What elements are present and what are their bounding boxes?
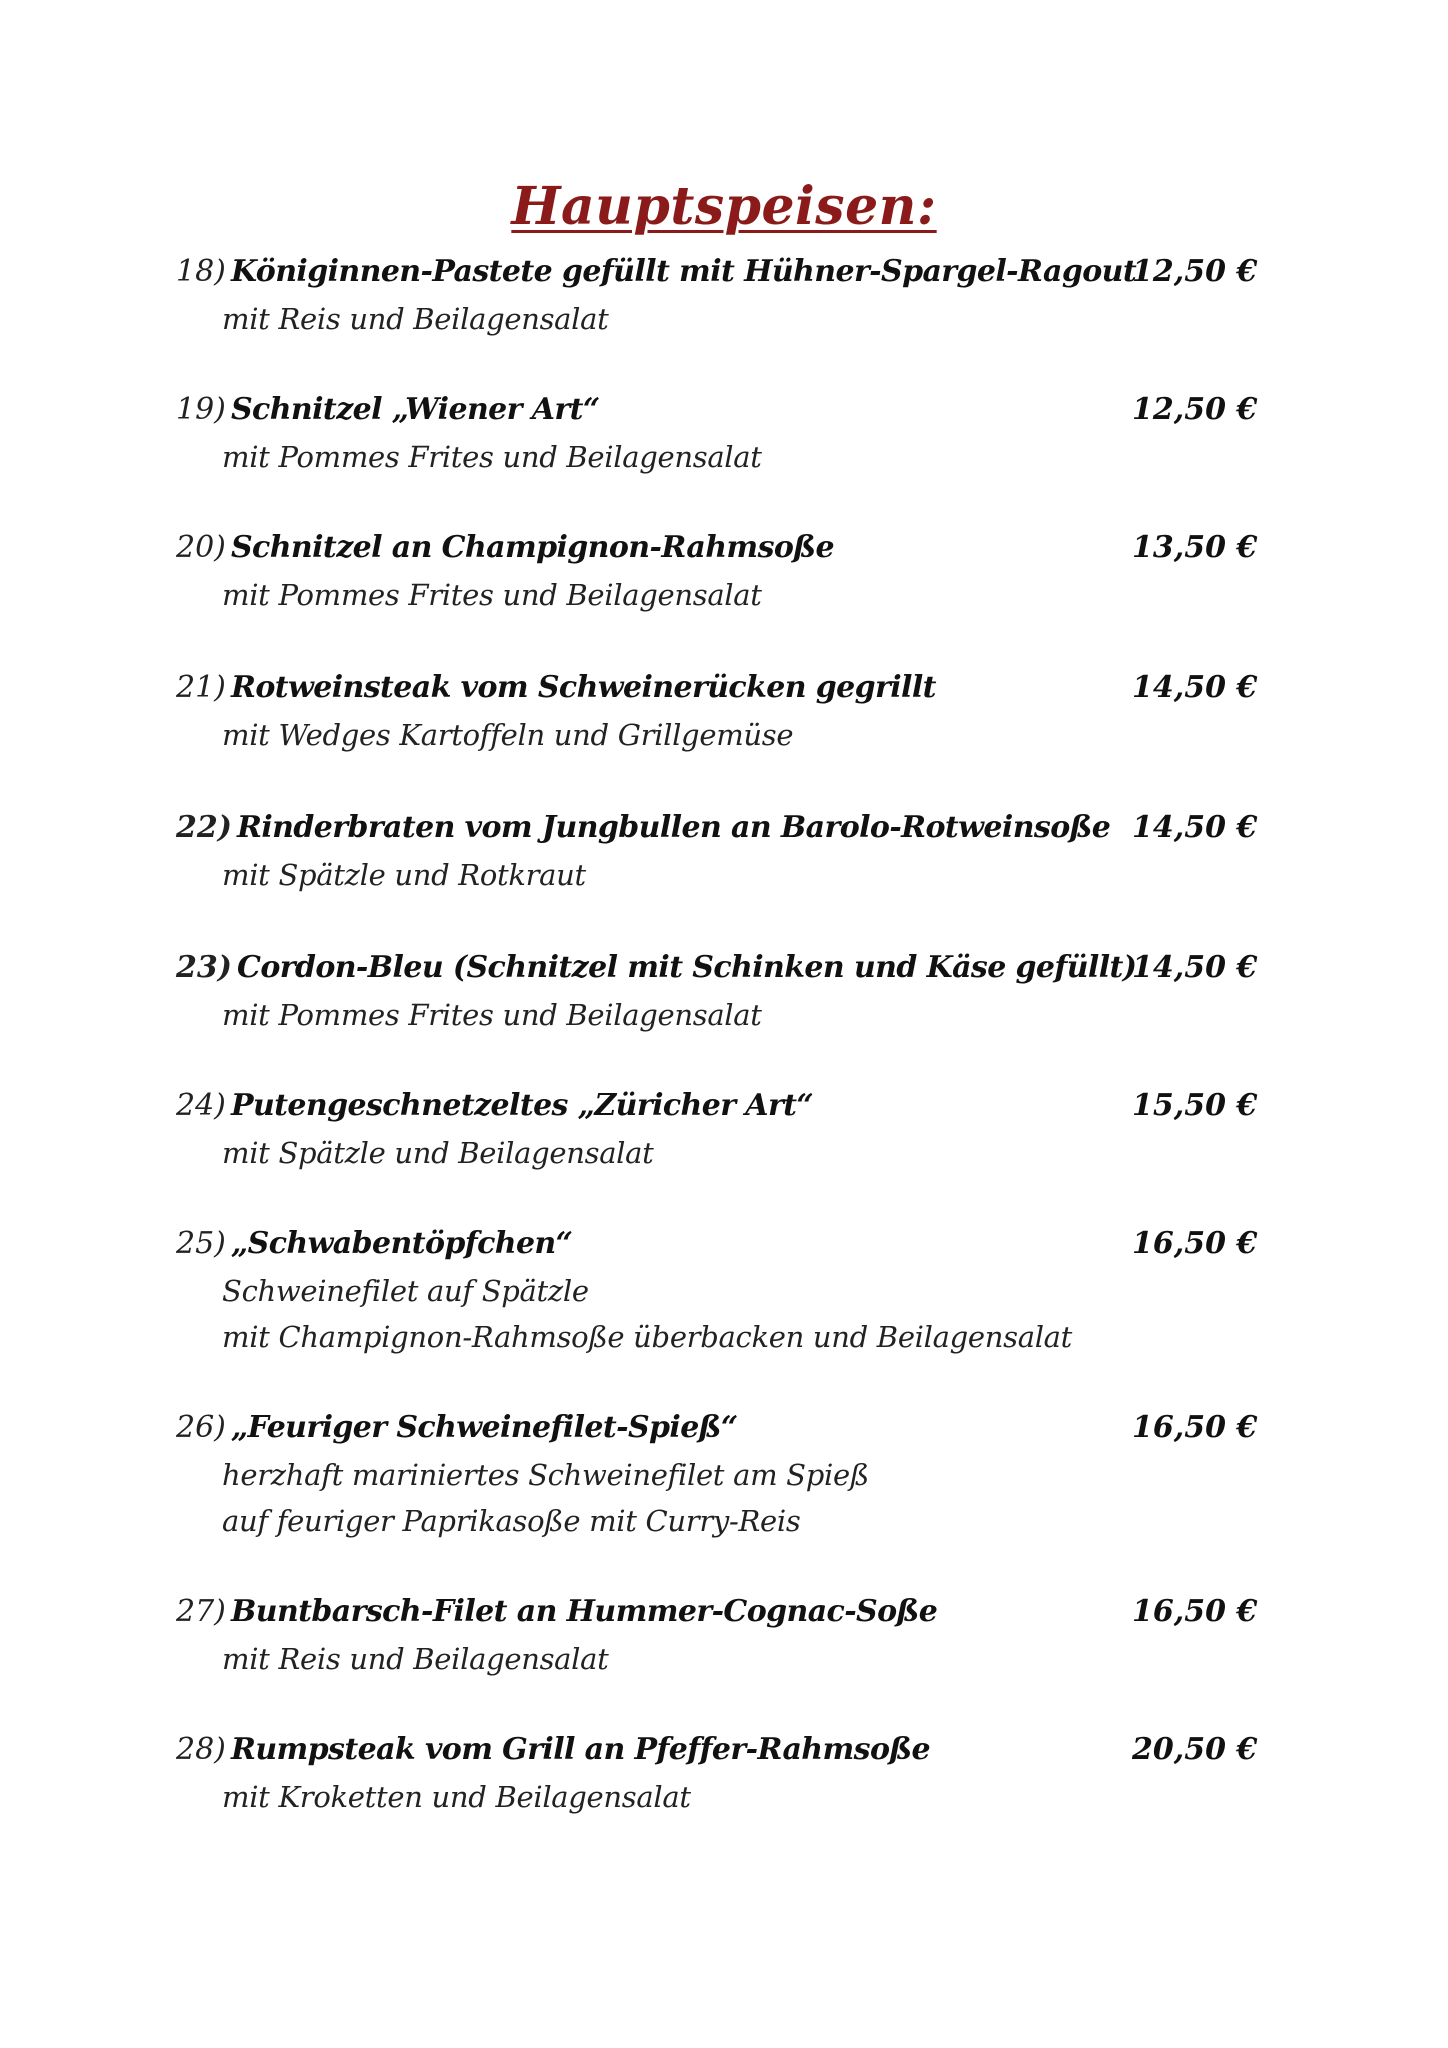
menu-item-26 [176, 1404, 1258, 1588]
item-number: 19) [176, 392, 226, 427]
item-number: 26) [176, 1410, 226, 1445]
item-name: Rumpsteak vom Grill an Pfeffer-Rahmsoße [230, 1732, 931, 1767]
menu-item-21 [176, 664, 1258, 804]
item-name: Königinnen-Pastete gefüllt mit Hühner-Spargel-Ragout [230, 254, 1137, 289]
item-number: 24) [176, 1088, 226, 1123]
page-title: Hauptspeisen: [511, 176, 937, 237]
item-name: Putengeschnetzeltes „Züricher Art“ [230, 1088, 814, 1123]
item-price: 12,50 € [1132, 392, 1258, 427]
item-name: Buntbarsch-Filet an Hummer-Cognac-Soße [230, 1594, 938, 1629]
item-price: 15,50 € [1132, 1088, 1258, 1123]
menu-item-header [176, 248, 1258, 296]
item-price: 16,50 € [1132, 1594, 1258, 1629]
menu-item-header [176, 804, 1258, 852]
item-description: mit Spätzle und Beilagensalat [222, 1136, 654, 1170]
menu-item-header [176, 1404, 1258, 1452]
item-number: 20) [176, 530, 226, 565]
item-name: Cordon-Bleu (Schnitzel mit Schinken und Käse gefüllt) [237, 950, 1137, 985]
menu-item-header [176, 944, 1258, 992]
item-description: auf feuriger Paprikasoße mit Curry-Reis [222, 1504, 801, 1538]
item-number: 18) [176, 254, 226, 289]
item-name: „Schwabentöpfchen“ [230, 1226, 573, 1261]
item-description: mit Wedges Kartoffeln und Grillgemüse [222, 718, 794, 752]
menu-item-24 [176, 1082, 1258, 1220]
item-name: Rinderbraten vom Jungbullen an Barolo-Rotweinsoße [237, 810, 1111, 845]
item-number: 25) [176, 1226, 226, 1261]
menu-item-header [176, 1588, 1258, 1636]
menu-item-19 [176, 386, 1258, 524]
menu-item-22 [176, 804, 1258, 944]
item-price: 14,50 € [1132, 950, 1258, 985]
item-description: mit Champignon-Rahmsoße überbacken und Beilagensalat [222, 1320, 1073, 1354]
item-price: 14,50 € [1132, 810, 1258, 845]
item-price: 13,50 € [1132, 530, 1258, 565]
item-description: mit Pommes Frites und Beilagensalat [222, 440, 762, 474]
item-name: Schnitzel „Wiener Art“ [230, 392, 600, 427]
item-price: 16,50 € [1132, 1226, 1258, 1261]
item-number: 28) [176, 1732, 226, 1767]
item-price: 16,50 € [1132, 1410, 1258, 1445]
menu-item-28 [176, 1726, 1258, 1826]
item-name: Rotweinsteak vom Schweinerücken gegrillt [230, 670, 936, 705]
menu-item-23 [176, 944, 1258, 1082]
menu-item-header [176, 1082, 1258, 1130]
item-description: mit Pommes Frites und Beilagensalat [222, 578, 762, 612]
item-description: mit Reis und Beilagensalat [222, 302, 609, 336]
menu-item-header [176, 386, 1258, 434]
item-name: Schnitzel an Champignon-Rahmsoße [230, 530, 834, 565]
menu-item-header [176, 664, 1258, 712]
item-number: 21) [176, 670, 226, 705]
item-price: 14,50 € [1132, 670, 1258, 705]
menu-item-header [176, 1220, 1258, 1268]
item-price: 12,50 € [1132, 254, 1258, 289]
menu-item-header [176, 1726, 1258, 1774]
item-number: 23) [176, 950, 232, 985]
item-description: mit Reis und Beilagensalat [222, 1642, 609, 1676]
menu-item-header [176, 524, 1258, 572]
menu-list [176, 248, 1258, 1826]
item-number: 27) [176, 1594, 226, 1629]
menu-item-25 [176, 1220, 1258, 1404]
menu-item-20 [176, 524, 1258, 664]
item-price: 20,50 € [1132, 1732, 1258, 1767]
item-description: mit Spätzle und Rotkraut [222, 858, 586, 892]
item-description: mit Kroketten und Beilagensalat [222, 1780, 691, 1814]
menu-item-18 [176, 248, 1258, 386]
item-description: herzhaft mariniertes Schweinefilet am Spieß [222, 1458, 869, 1492]
item-description: Schweinefilet auf Spätzle [222, 1274, 589, 1308]
item-number: 22) [176, 810, 232, 845]
menu-item-27 [176, 1588, 1258, 1726]
item-name: „Feuriger Schweinefilet-Spieß“ [230, 1410, 738, 1445]
item-description: mit Pommes Frites und Beilagensalat [222, 998, 762, 1032]
